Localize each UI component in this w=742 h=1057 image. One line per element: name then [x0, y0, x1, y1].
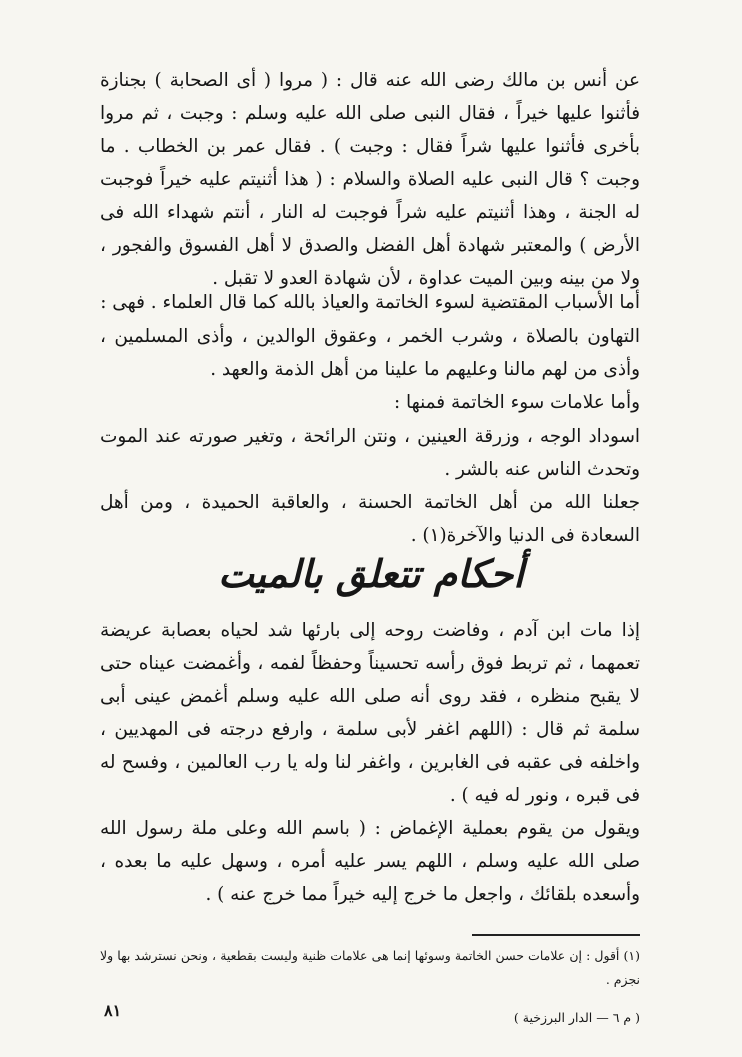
paragraph-signs-intro: وأما علامات سوء الخاتمة فمنها : — [394, 392, 640, 413]
footnote-divider — [472, 934, 640, 936]
page-number: ٨١ — [104, 1001, 122, 1020]
paragraph-hadith-anas: عن أنس بن مالك رضى الله عنه قال : ( مروا ( أى الصحابة ) بجنازة فأثنوا عليها خيراً ، فقال النبى صلى الله عليه وسلم : وجبت ، ثم مروا بأخرى فأثنوا عليها شراً فقال : وجبت ) . فقال عمر بن الخطاب . ما وجبت ؟ قال النبى عليه الصلاة والسلام : ( هذا أثنيتم عليه خيراً فوجبت له الجنة ، وهذا أثنيتم عليه شراً فوجبت له النار ، أنتم شهداء الله فى الأرض ) والمعتبر شهادة أهل الفضل والصدق لا أهل الفسوق والفجور ، ولا من بينه وبين الميت عداوة ، لأن شهادة العدو لا تقبل . — [100, 70, 640, 289]
section-heading: أحكام تتعلق بالميت — [218, 551, 524, 596]
paragraph-signs-list: اسوداد الوجه ، وزرقة العينين ، ونتن الرائحة ، وتغير صورته عند الموت وتحدث الناس عنه بالشر . — [100, 426, 640, 480]
paragraph-death-rulings: إذا مات ابن آدم ، وفاضت روحه إلى بارئها شد لحياه بعصابة عريضة تعمهما ، ثم تربط فوق رأسه تحسيناً وحفظاً لفمه ، وأغمضت عيناه حتى لا يقبح منظره ، فقد روى أنه صلى الله عليه وسلم أغمض عينى أبى سلمة ثم قال : (اللهم اغفر لأبى سلمة ، وارفع درجته فى المهديين ، واخلفه فى عقبه فى الغابرين ، واغفر لنا وله يا رب العالمين ، وفسح له فى قبره ، ونور له فيه ) . — [100, 620, 640, 806]
paragraph-closing-eyes-prayer: ويقول من يقوم بعملية الإغماض : ( باسم الله وعلى ملة رسول الله صلى الله عليه وسلم ، اللهم يسر عليه أمره ، وسهل عليه ما بعده ، وأسعده بلقائك ، واجعل ما خرج إليه خيراً مما خرج عنه ) . — [100, 818, 640, 905]
footnote: (١) أقول : إن علامات حسن الخاتمة وسوئها إنما هى علامات ظنية وليست بقطعية ، ونحن نسترشد بها ولا نجزم . — [100, 948, 640, 987]
paragraph-supplication: جعلنا الله من أهل الخاتمة الحسنة ، والعاقبة الحميدة ، ومن أهل السعادة فى الدنيا والآخرة(١) . — [100, 492, 640, 546]
paragraph-causes-intro: أما الأسباب المقتضية لسوء الخاتمة والعياذ بالله كما قال العلماء . فهى : — [100, 292, 640, 313]
paragraph-causes-list: التهاون بالصلاة ، وشرب الخمر ، وعقوق الوالدين ، وأذى المسلمين ، وأذى من لهم مالنا وعليهم ما علينا من أهل الذمة والعهد . — [100, 326, 640, 380]
signature-mark: ( م ٦ — الدار البرزخية ) — [513, 1010, 640, 1025]
